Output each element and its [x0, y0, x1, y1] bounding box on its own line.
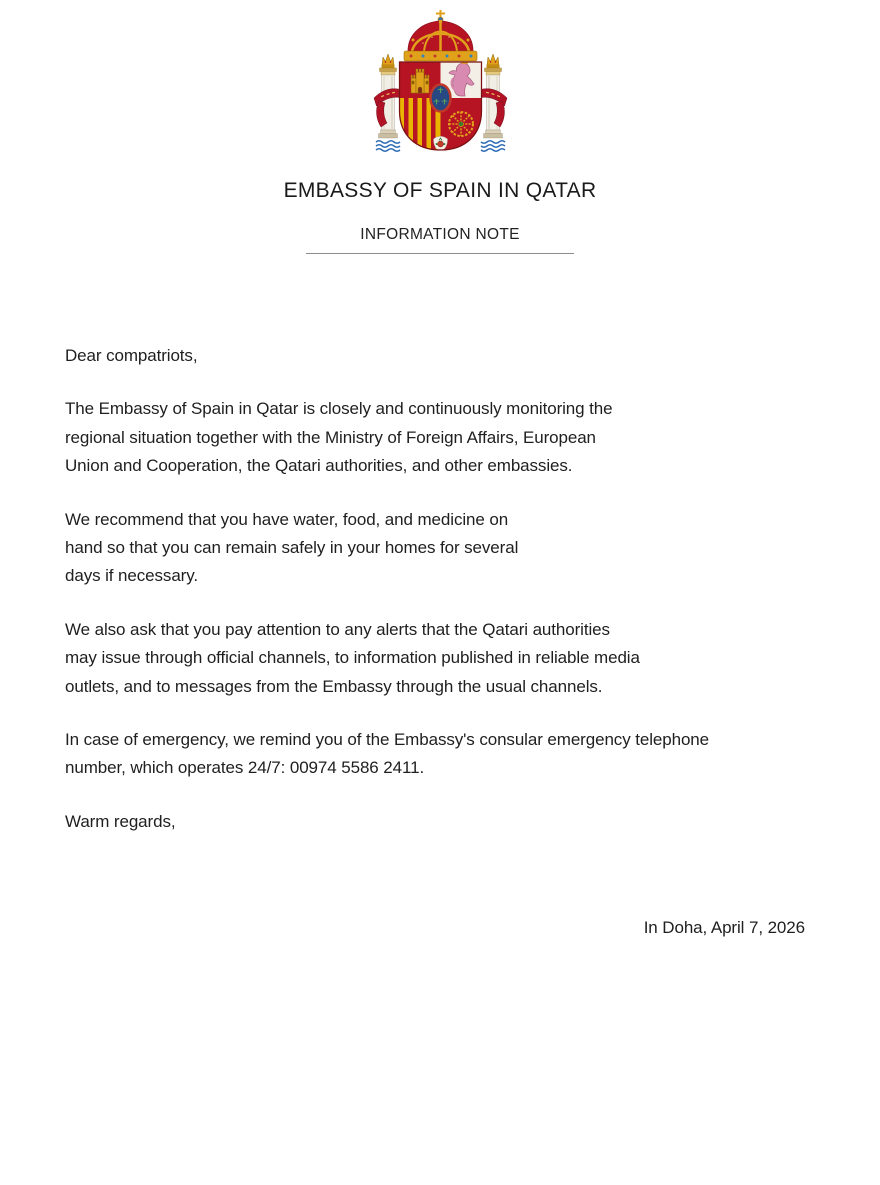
page-title: EMBASSY OF SPAIN IN QATAR: [283, 179, 597, 202]
paragraph-line: Union and Cooperation, the Qatari authorities, and other embassies.: [65, 456, 573, 476]
paragraph-line: outlets, and to messages from the Embassy through the usual channels.: [65, 676, 603, 696]
paragraph-emergency: [65, 726, 805, 783]
paragraph-line: may issue through official channels, to information published in reliable media: [65, 648, 640, 668]
paragraph-line: We also ask that you pay attention to any alerts that the Qatari authorities: [65, 619, 610, 639]
letter-body: [65, 342, 805, 943]
spain-coat-of-arms: [373, 8, 508, 158]
paragraph-line: regional situation together with the Ministry of Foreign Affairs, European: [65, 427, 596, 447]
paragraph-line: hand so that you can remain safely in your homes for several: [65, 538, 519, 558]
paragraph-line: The Embassy of Spain in Qatar is closely and continuously monitoring the: [65, 399, 613, 419]
document-subtitle: INFORMATION NOTE: [306, 227, 574, 254]
paragraph-monitoring: [65, 395, 805, 480]
paragraph-alerts: [65, 616, 805, 701]
paragraph-line: number, which operates 24/7: 00974 5586 2411.: [65, 758, 425, 778]
subtitle-row: [0, 226, 880, 254]
bourbon-oval-icon: [430, 85, 450, 112]
quartered-shield: [399, 60, 481, 151]
navarre-chains-icon: [449, 112, 473, 136]
salutation: Dear compatriots,: [65, 346, 198, 365]
spain-coat-of-arms-icon: [373, 8, 508, 158]
paragraph-line: In case of emergency, we remind you of the Embassy's consular emergency telephone: [65, 730, 710, 750]
paragraph-line: days if necessary.: [65, 566, 198, 586]
dateline: In Doha, April 7, 2026: [643, 918, 805, 938]
closing: Warm regards,: [65, 811, 176, 831]
paragraph-line: We recommend that you have water, food, and medicine on: [65, 509, 509, 529]
royal-crown: [404, 10, 477, 61]
paragraph-supplies: [65, 506, 805, 591]
